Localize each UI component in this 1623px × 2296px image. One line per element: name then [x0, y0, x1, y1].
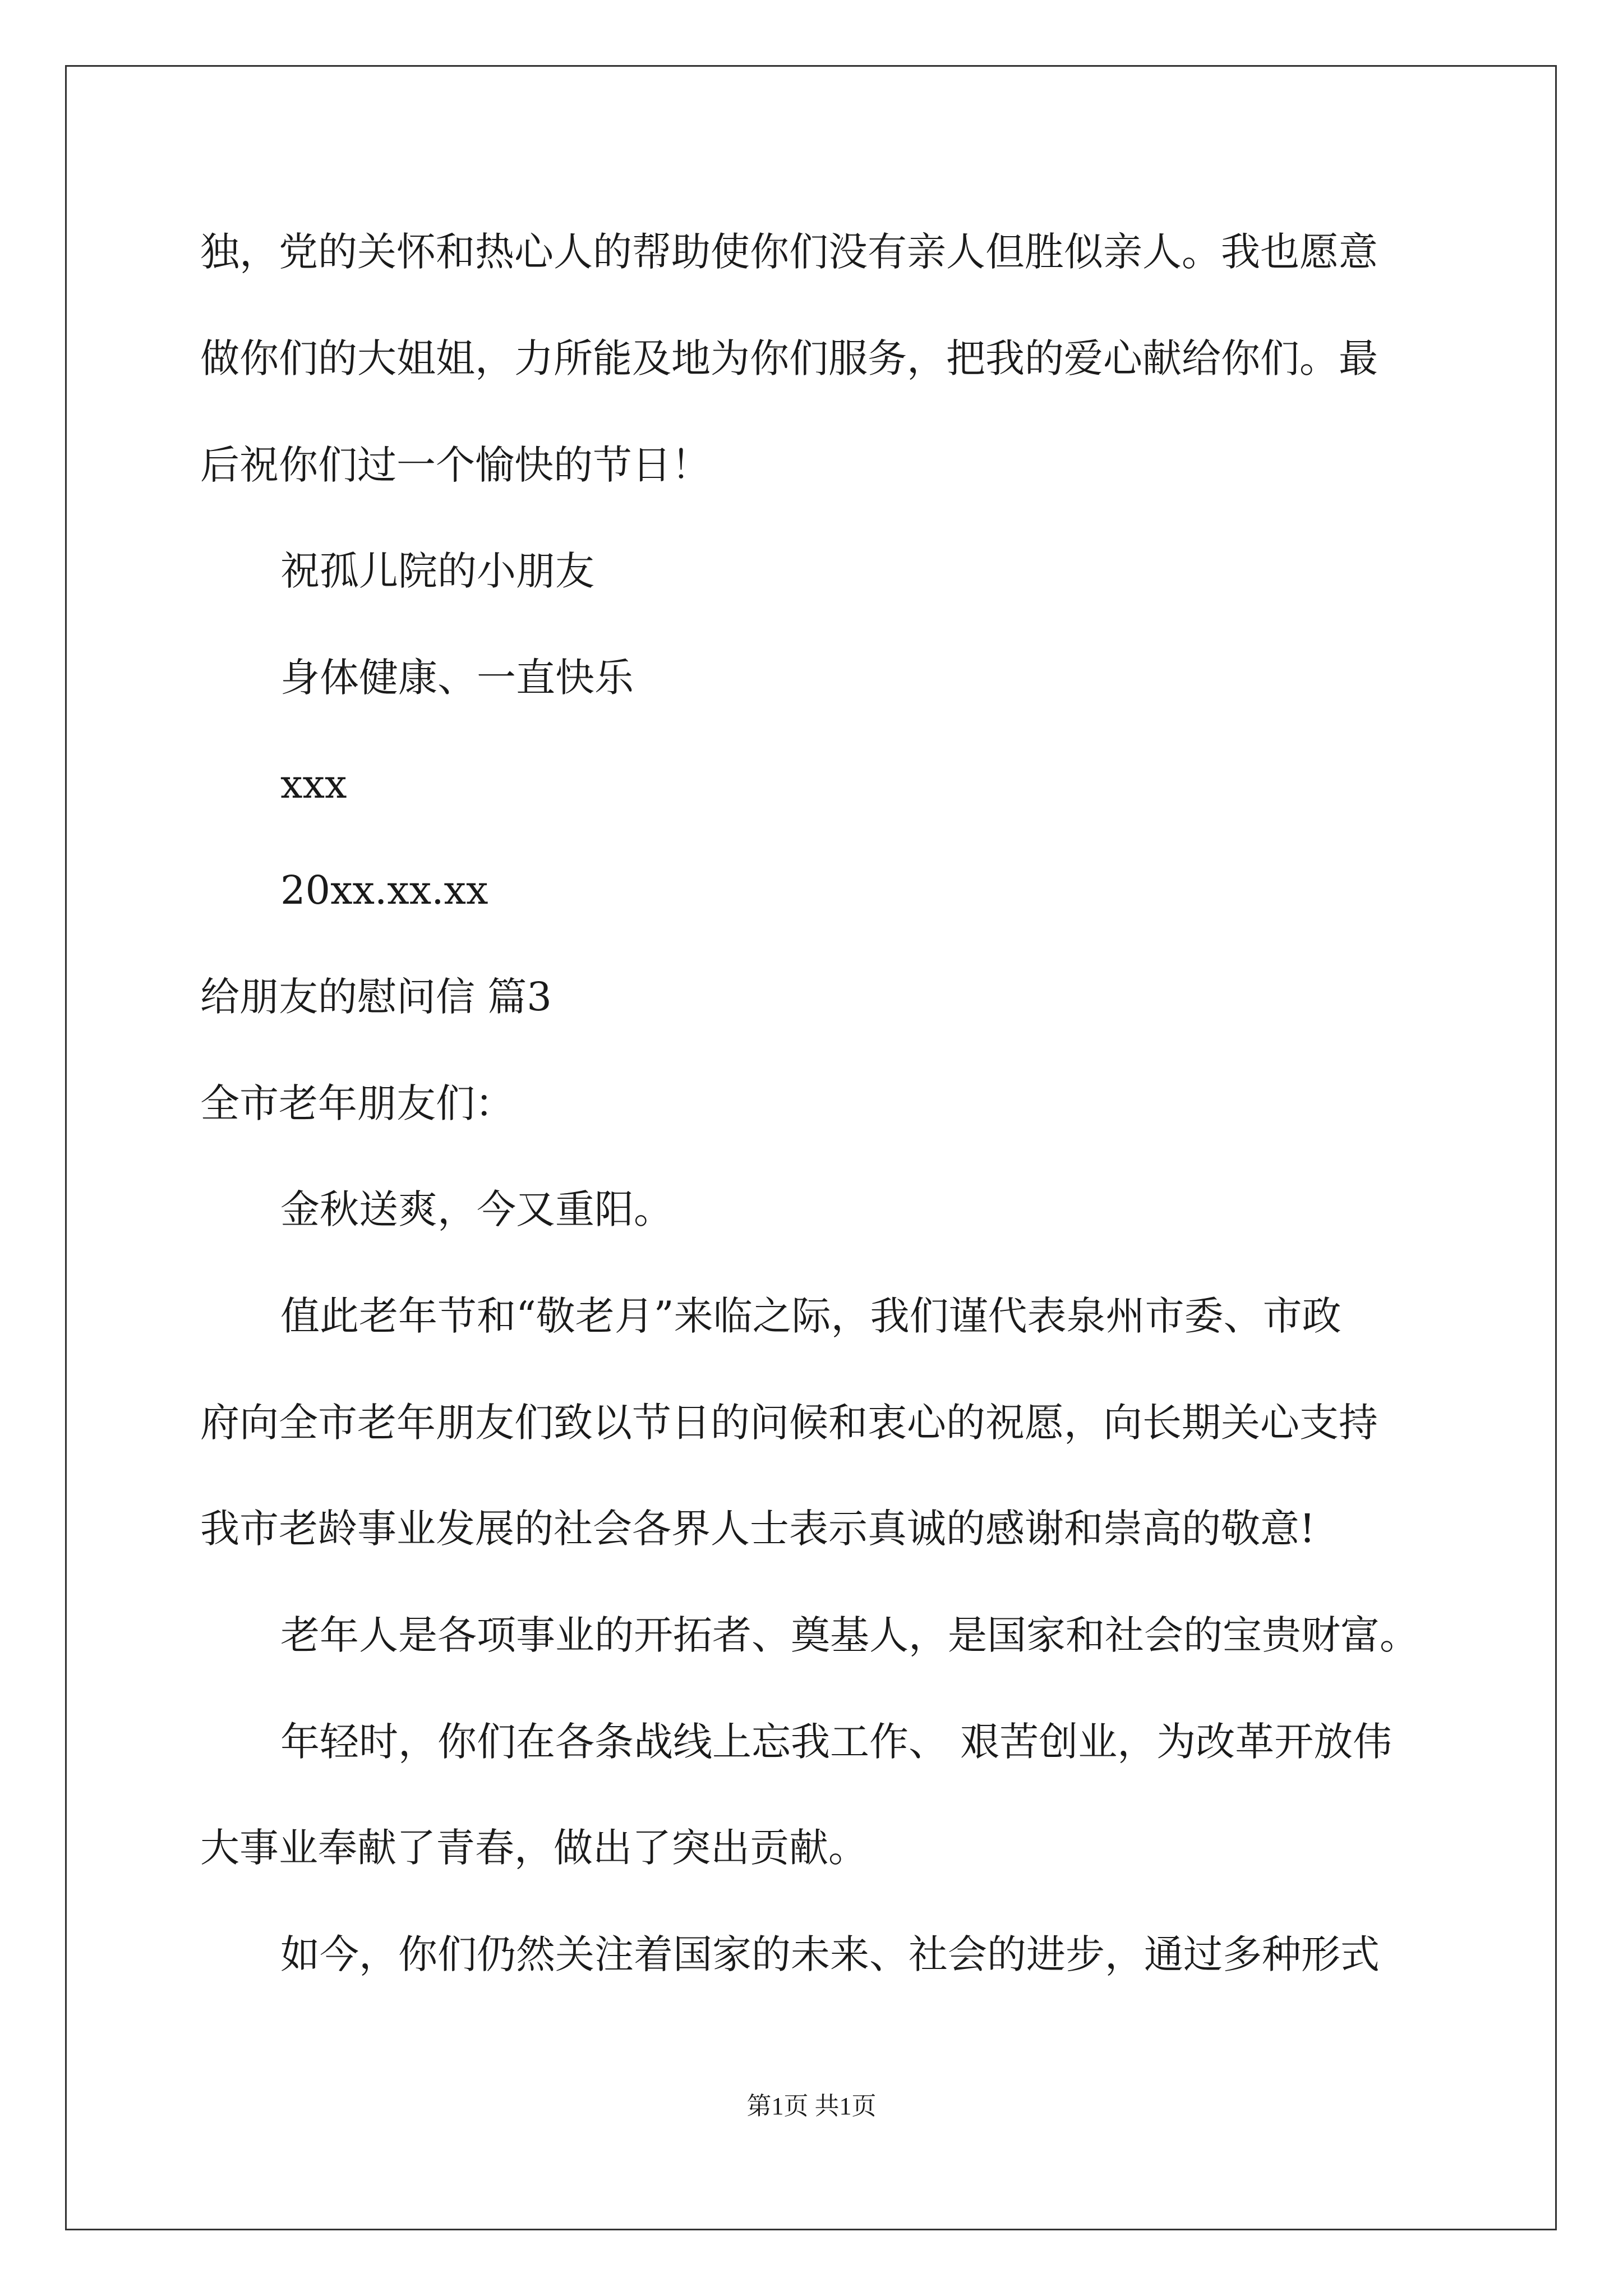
signature-date: 20xx.xx.xx	[280, 867, 488, 913]
body-line: 大事业奉献了青春，做出了突出贡献。	[200, 1825, 868, 1871]
body-line: 独，党的关怀和热心人的帮助使你们没有亲人但胜似亲人。我也愿意	[200, 229, 1378, 275]
body-line: 我市老龄事业发展的社会各界人士表示真诚的感谢和崇高的敬意!	[200, 1506, 1316, 1552]
body-line: 金秋送爽，今又重阳。	[280, 1186, 673, 1232]
body-line: 年轻时，你们在各条战线上忘我工作、 艰苦创业，为改革开放伟	[280, 1719, 1393, 1765]
salutation: 全市老年朋友们：	[200, 1080, 514, 1126]
body-line: 老年人是各项事业的开拓者、奠基人，是国家和社会的宝贵财富。	[280, 1612, 1419, 1658]
body-line: 做你们的大姐姐，力所能及地为你们服务，把我的爱心献给你们。最	[200, 335, 1378, 381]
body-line: 后祝你们过一个愉快的节日！	[200, 442, 711, 488]
greeting-line: 祝孤儿院的小朋友	[280, 548, 594, 594]
body-line: 值此老年节和“敬老月”来临之际，我们谨代表泉州市委、市政	[280, 1293, 1341, 1339]
section-heading: 给朋友的慰问信 篇3	[200, 974, 552, 1020]
page-number-footer: 第1页 共1页	[746, 2092, 877, 2120]
signature-name: xxx	[280, 761, 347, 807]
page-border	[65, 65, 1557, 2230]
greeting-line: 身体健康、一直快乐	[280, 655, 634, 701]
body-line: 府向全市老年朋友们致以节日的问候和衷心的祝愿，向长期关心支持	[200, 1400, 1378, 1446]
body-line: 如今，你们仍然关注着国家的未来、社会的进步，通过多种形式	[280, 1931, 1380, 1977]
